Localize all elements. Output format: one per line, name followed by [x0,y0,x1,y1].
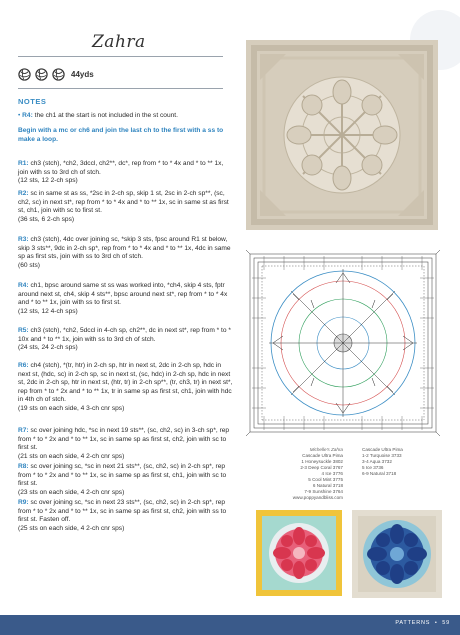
round-text: sc over joining hdc, *sc in next 19 sts**, (sc, ch2, sc) in 3-ch sp*, rep from * to * 2x and * to ** 1x, sc in same sp as first st, ch2, join with sc to first st. [18,427,230,452]
legend-item: 6-9 Natural 3718 [362,471,397,476]
round-3 [18,236,233,270]
round-label: R4: [18,282,29,289]
note-label: R4: [22,112,33,119]
begin-instruction: Begin with a mc or ch6 and join the last ch to the first with a ss to make a loop. [18,127,224,143]
footer-label: PATTERNS • 59 [395,620,450,626]
color-legend-alt [362,447,452,477]
round-label: R2: [18,190,29,197]
round-count: (12 sts, 12 2-ch sps) [18,177,78,185]
legend-item: 4 Ice 3776 [321,471,343,476]
round-6 [18,362,233,414]
round-label: R7: [18,427,29,434]
note-text: the ch1 at the start is not included in the st count. [34,112,178,119]
stitch-diagram [244,248,442,438]
divider [18,56,223,57]
round-7 [18,427,233,461]
yarn-requirement [18,66,94,82]
legend-item: 1 Honeysuckle 3802 [301,459,343,464]
round-text: sc over joining sc, *sc in next 23 sts**, (sc, ch2, sc) in 2-ch sp*, rep from * to * 2x and * to ** 1x, sc in same sp as first st, ch2, join with ss to first st. Fasten off. [18,499,227,524]
round-count: (21 sts on each side, 4 2-ch cnr sps) [18,452,125,460]
legend-brand: Cascade Ultra Pima [302,453,343,458]
yarn-ball-icon [52,68,65,81]
page-number: 59 [442,620,450,626]
round-label: R9: [18,499,29,506]
legend-item: 1-2 Turquoise 3733 [362,453,402,458]
round-label: R3: [18,236,29,243]
round-count: (36 sts, 6 2-ch sps) [18,215,75,223]
legend-url[interactable]: www.poppyandbliss.com [292,495,343,500]
legend-title: Michelle's Zahra [309,447,343,452]
legend-item: 2-3 Deep Coral 3767 [300,465,343,470]
round-count: (60 sts) [18,261,40,269]
colorway-swatch-coral [256,510,342,596]
round-5 [18,327,233,353]
notes-heading: NOTES [18,97,47,106]
round-label: R6: [18,362,29,369]
divider [18,88,223,89]
legend-brand: Cascade Ultra Pima [362,447,403,452]
pattern-title: Zahra [92,32,146,52]
legend-item: 7-9 Sunshine 3764 [304,489,343,494]
round-9 [18,499,233,533]
footer-bar [0,615,460,635]
round-text: sc in same st as ss, *2sc in 2-ch sp, skip 1 st, 2sc in 2-ch sp**, (sc, ch2, sc) in next st*, rep from * to * 4x and * to ** 1x, sc in same st as first st, ch1, join with sc to first st. [18,190,229,215]
round-8 [18,463,233,497]
round-text: ch3 (stch), *ch2, 5dccl in 4-ch sp, ch2**, dc in next st*, rep from * to * 10x and * to ** 1x, join with ss to 3rd ch of stch. [18,327,231,343]
legend-item: 5 Cool Mint 3775 [308,477,343,482]
round-text: ch1, bpsc around same st ss was worked into, *ch4, skip 4 sts, fptr around next st, ch4, skip 4 sts**, bpsc around next st*, rep from * to * 4x and * to ** 1x, join with ss to first st. [18,282,228,307]
finished-square-photo [246,40,438,230]
round-1 [18,160,233,186]
round-label: R8: [18,463,29,470]
legend-item: 6 Natural 3718 [312,483,343,488]
legend-item: 5 Ice 3736 [362,465,384,470]
footer-section: PATTERNS [395,620,431,626]
color-legend-michelle [250,447,343,501]
round-text: ch4 (stch), *(tr, htr) in 2-ch sp, htr in next st, 2dc in 2-ch sp, hdc in next st, (hdc, sc) in 2-ch sp, sc in next st, (sc, hdc) in 2-ch sp, hdc in next st, 2dc in 2-ch sp, htr in next st, (htr, tr) in 2-ch sp**, (tr, ch3, tr) in next st*, rep from * to * 2x and * to ** 1x, tr in same sp as first st, ch1, join with hdc in 4th ch of stch. [18,362,233,404]
round-count: (24 sts, 24 2-ch sps) [18,344,78,352]
yarn-amount: 44yds [71,69,94,79]
round-text: sc over joining sc, *sc in next 21 sts**, (sc, ch2, sc) in 2-ch sp*, rep from * to * 2x and * to ** 1x, sc in same sp as first st, ch1, join with sc to first st. [18,463,227,488]
round-count: (19 sts on each side, 4 3-ch cnr sps) [18,404,125,412]
round-label: R1: [18,160,29,167]
round-4 [18,282,233,316]
yarn-ball-icon [35,68,48,81]
note-r4: • R4: the ch1 at the start is not included in the st count. [18,112,178,119]
round-count: (25 sts on each side, 4 2-ch cnr sps) [18,524,125,532]
round-2 [18,190,233,224]
legend-item: 3-4 Aqua 3732 [362,459,392,464]
round-count: (23 sts on each side, 4 2-ch cnr sps) [18,488,125,496]
yarn-ball-icon [18,68,31,81]
round-count: (12 sts, 12 4-ch sps) [18,307,78,315]
round-text: ch3 (stch), *ch2, 3dccl, ch2**, dc*, rep from * to * 4x and * to ** 1x, join with ss to 3rd ch of stch. [18,160,224,176]
round-text: ch3 (stch), 4dc over joining sc, *skip 3 sts, fpsc around R1 st below, skip 3 sts**, 9dc in 2-ch sp*, rep from * to * 4x and * to ** 1x, 4dc in same sp as first sts, join with ss to 3rd ch of stch. [18,236,231,261]
colorway-swatch-turquoise [352,510,442,598]
round-label: R5: [18,327,29,334]
